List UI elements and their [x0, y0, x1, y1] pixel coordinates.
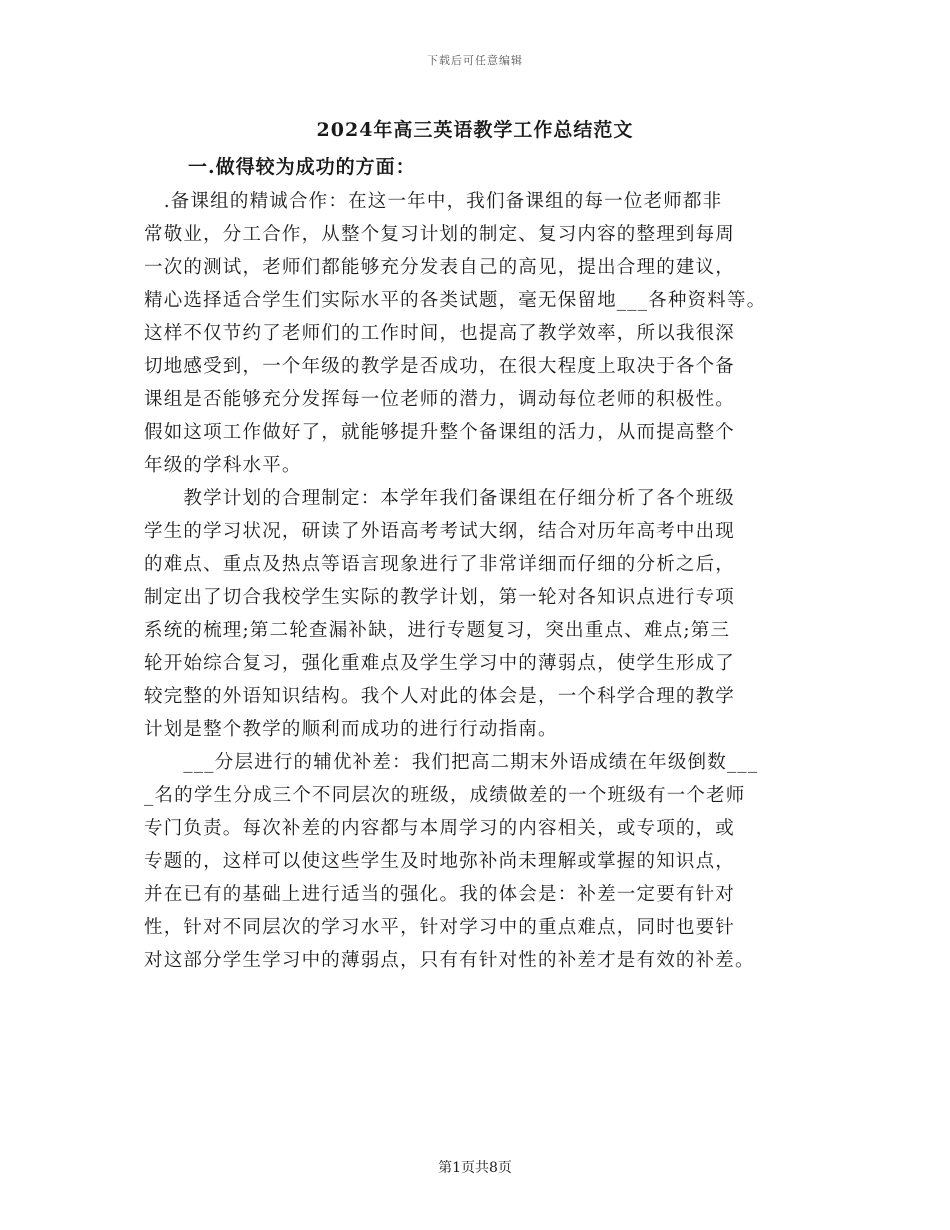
- body-line: 这样不仅节约了老师们的工作时间，也提高了教学效率，所以我很深: [144, 323, 736, 344]
- body-line: 计划是整个教学的顺利而成功的进行行动指南。: [144, 719, 558, 740]
- section-heading: 一.做得较为成功的方面：: [188, 156, 416, 178]
- body-line: 专门负责。每次补差的内容都与本周学习的内容相关，或专项的，或: [144, 818, 736, 839]
- body-line: 一次的测试，老师们都能够充分发表自己的高见，提出合理的建议，: [144, 257, 736, 278]
- body-line: 假如这项工作做好了，就能够提升整个备课组的活力，从而提高整个: [144, 422, 736, 443]
- page-footer: 第1页共8页: [438, 1160, 512, 1176]
- body-line: 教学计划的合理制定：本学年我们备课组在仔细分析了各个班级: [144, 488, 736, 509]
- body-line: 常敬业，分工合作，从整个复习计划的制定、复习内容的整理到每周: [144, 224, 736, 245]
- body-line: 课组是否能够充分发挥每一位老师的潜力，调动每位老师的积极性。: [144, 389, 736, 410]
- body-line: 较完整的外语知识结构。我个人对此的体会是，一个科学合理的教学: [144, 686, 736, 707]
- body-line: 制定出了切合我校学生实际的教学计划，第一轮对各知识点进行专项: [144, 587, 736, 608]
- body-line: 专题的，这样可以使这些学生及时地弥补尚未理解或掌握的知识点，: [144, 851, 736, 872]
- body-line: .备课组的精诚合作：在这一年中，我们备课组的每一位老师都非: [144, 191, 723, 212]
- body-line: _名的学生分成三个不同层次的班级，成绩做差的一个班级有一个老师: [144, 785, 746, 806]
- body-line: 的难点、重点及热点等语言现象进行了非常详细而仔细的分析之后，: [144, 554, 736, 575]
- document-title: 2024年高三英语教学工作总结范文: [316, 119, 634, 141]
- body-line: 精心选择适合学生们实际水平的各类试题，毫无保留地___各种资料等。: [144, 290, 767, 311]
- body-line: 轮开始综合复习，强化重难点及学生学习中的薄弱点，使学生形成了: [144, 653, 736, 674]
- body-line: 年级的学科水平。: [144, 455, 302, 476]
- body-line: 性，针对不同层次的学习水平，针对学习中的重点难点，同时也要针: [144, 917, 736, 938]
- body-line: 系统的梳理;第二轮查漏补缺，进行专题复习，突出重点、难点;第三: [144, 620, 731, 641]
- document-body: [144, 185, 824, 977]
- body-line: 学生的学习状况，研读了外语高考考试大纲，结合对历年高考中出现: [144, 521, 736, 542]
- body-line: ___分层进行的辅优补差：我们把高二期末外语成绩在年级倒数___: [144, 752, 759, 773]
- header-note: 下载后可任意编辑: [427, 54, 523, 67]
- body-line: 切地感受到，一个年级的教学是否成功，在很大程度上取决于各个备: [144, 356, 736, 377]
- body-line: 并在已有的基础上进行适当的强化。我的体会是：补差一定要有针对: [144, 884, 736, 905]
- body-line: 对这部分学生学习中的薄弱点，只有有针对性的补差才是有效的补差。: [144, 950, 755, 971]
